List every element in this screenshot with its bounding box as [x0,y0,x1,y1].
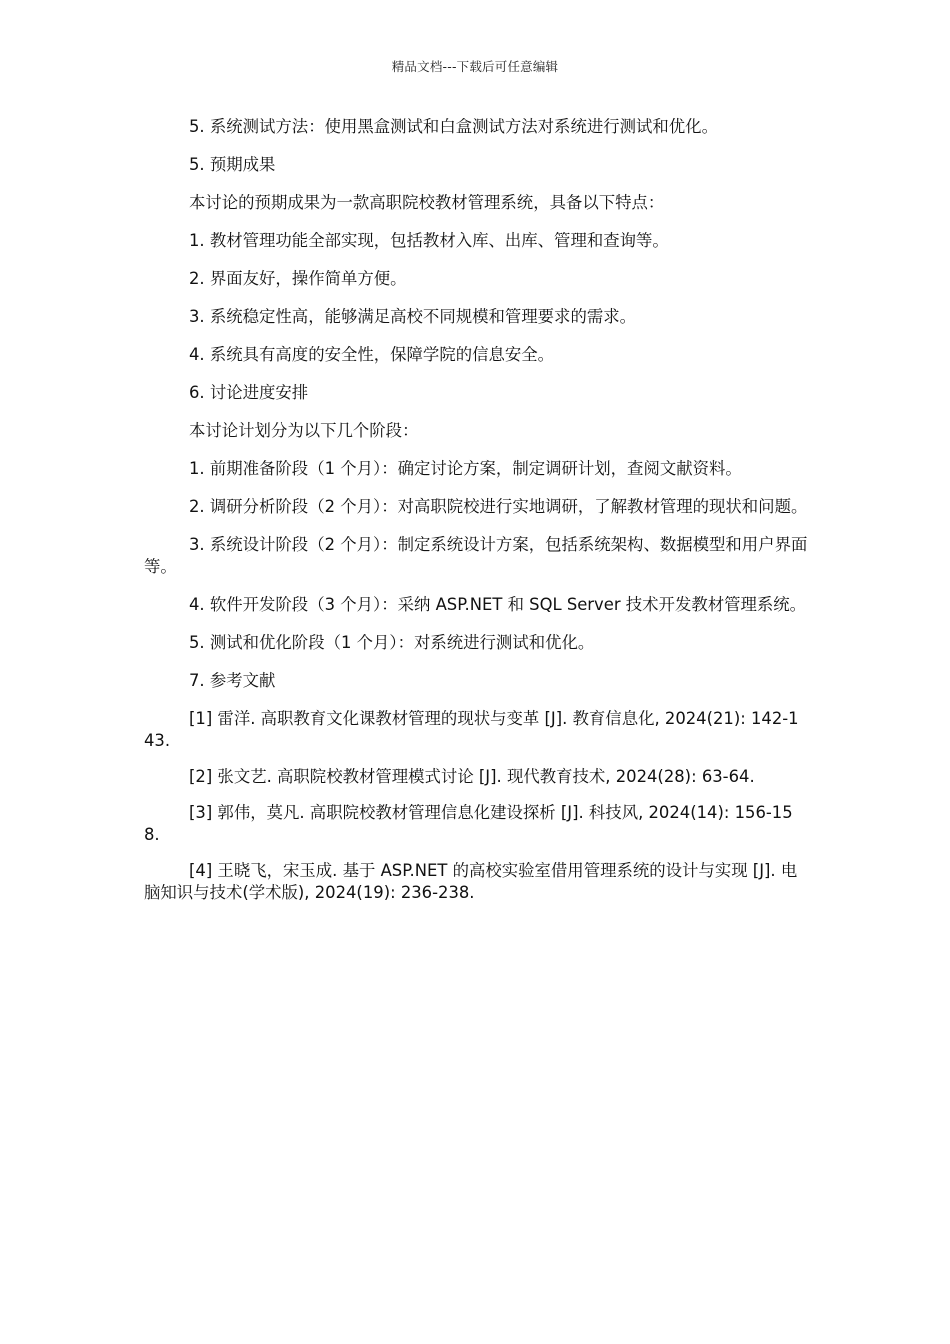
reference-item-4: [4] 王晓飞，宋玉成. 基于 ASP.NET 的高校实验室借用管理系统的设计与实现 [J]. 电脑知识与技术(学术版), 2024(19): 236-238. [144,861,798,902]
list-item-feature-3: 3. 系统稳定性高，能够满足高校不同规模和管理要求的需求。 [189,307,637,326]
paragraph-expected-intro: 本讨论的预期成果为一款高职院校教材管理系统，具备以下特点： [189,193,665,212]
list-item-stage-1: 1. 前期准备阶段（1 个月）：确定讨论方案，制定调研计划，查阅文献资料。 [189,459,742,478]
page-header: 精品文档---下载后可任意编辑 [391,59,559,74]
paragraph-schedule-intro: 本讨论计划分为以下几个阶段： [189,421,419,440]
section-heading-expected-results: 5. 预期成果 [189,155,276,174]
list-item-stage-5: 5. 测试和优化阶段（1 个月）：对系统进行测试和优化。 [189,633,595,652]
list-item-feature-1: 1. 教材管理功能全部实现，包括教材入库、出库、管理和查询等。 [189,231,669,250]
list-item-stage-4: 4. 软件开发阶段（3 个月）：采纳 ASP.NET 和 SQL Server 技术开发教材管理系统。 [189,595,807,614]
paragraph-test-method: 5. 系统测试方法：使用黑盒测试和白盒测试方法对系统进行测试和优化。 [189,117,718,136]
section-heading-references: 7. 参考文献 [189,671,276,690]
list-item-feature-4: 4. 系统具有高度的安全性，保障学院的信息安全。 [189,345,555,364]
section-heading-schedule: 6. 讨论进度安排 [189,383,309,402]
reference-item-1: [1] 雷洋. 高职教育文化课教材管理的现状与变革 [J]. 教育信息化, 2024(21): 142-143. [144,709,799,750]
reference-item-2: [2] 张文艺. 高职院校教材管理模式讨论 [J]. 现代教育技术, 2024(28): 63-64. [189,767,755,786]
list-item-stage-3: 3. 系统设计阶段（2 个月）：制定系统设计方案，包括系统架构、数据模型和用户界面等。 [144,535,808,576]
reference-item-3: [3] 郭伟，莫凡. 高职院校教材管理信息化建设探析 [J]. 科技风, 2024(14): 156-158. [144,803,793,844]
list-item-feature-2: 2. 界面友好，操作简单方便。 [189,269,407,288]
list-item-stage-2: 2. 调研分析阶段（2 个月）：对高职院校进行实地调研，了解教材管理的现状和问题。 [189,497,808,516]
document-body [144,116,808,918]
